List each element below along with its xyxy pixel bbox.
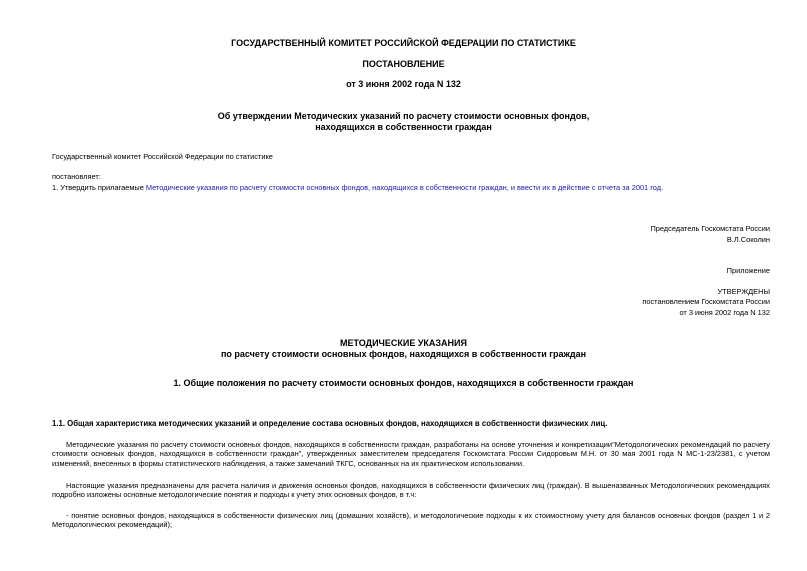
guidelines-link[interactable]: Методические указания по расчету стоимости основных фондов, находящихся в собственности граждан, и ввести их в действие с отчета за 2001 год <box>145 183 662 192</box>
doc-type-heading: ПОСТАНОВЛЕНИЕ <box>362 59 445 69</box>
item1-prefix: 1. Утвердить прилагаемые <box>52 183 146 192</box>
decides-text: постановляет: <box>52 172 101 181</box>
approved-date: от 3 июня 2002 года N 132 <box>679 308 770 317</box>
paragraph-1: Методические указания по расчету стоимости основных фондов, находящихся в собственности граждан, разработаны на основе уточнения и конкретизации"Методологических рекомендаций по расчету стоимости основных фондов, находящихся в собственности граждан", утвержденных заместителем председателя Госкомстата России Сидоровым М.Н. от 30 мая 2001 года N МС-1-23/2381, с учетом изменений, внесенных в формы статистического наблюдения, а также замечаний ТКГС, основанных на их практическом использовании. <box>52 440 770 468</box>
date-number-heading: от 3 июня 2002 года N 132 <box>346 79 461 89</box>
approved-label: УТВЕРЖДЕНЫ <box>717 287 770 296</box>
signer-position: Председатель Госкомстата России <box>650 224 770 233</box>
doc-title-line1: Об утверждении Методических указаний по расчету стоимости основных фондов, <box>217 111 590 121</box>
approved-by: постановлением Госкомстата России <box>642 297 770 306</box>
guidelines-title: МЕТОДИЧЕСКИЕ УКАЗАНИЯ <box>340 338 467 348</box>
item1-suffix: . <box>661 183 664 192</box>
appendix-label: Приложение <box>726 266 770 275</box>
guidelines-subtitle: по расчету стоимости основных фондов, находящихся в собственности граждан <box>220 349 587 359</box>
section1-heading: 1. Общие положения по расчету стоимости основных фондов, находящихся в собственности граждан <box>173 378 634 388</box>
org-heading: ГОСУДАРСТВЕННЫЙ КОМИТЕТ РОССИЙСКОЙ ФЕДЕРАЦИИ ПО СТАТИСТИКЕ <box>231 38 576 48</box>
item1-paragraph <box>52 183 663 192</box>
doc-title-line2: находящихся в собственности граждан <box>315 122 492 132</box>
issuer-text: Государственный комитет Российской Федерации по статистике <box>52 152 273 161</box>
paragraph-3: - понятие основных фондов, находящихся в собственности физических лиц (домашних хозяйств), и методологические подходы к их стоимостному учету для балансов основных фондов (раздел 1 и 2 Методологических рекомендаций); <box>52 511 770 530</box>
signer-name: В.Л.Соколин <box>726 235 770 244</box>
subsection-1-1-heading: 1.1. Общая характеристика методических указаний и определение состава основных фондов, находящихся в собственности физических лиц. <box>52 419 608 428</box>
paragraph-2: Настоящие указания предназначены для расчета наличия и движения основных фондов, находящихся в собственности физических лиц (граждан). В вышеназванных Методологических рекомендациях подробно изложены основные методологические понятия и подходы к учету этих основных фондов, в т.ч: <box>52 481 770 500</box>
